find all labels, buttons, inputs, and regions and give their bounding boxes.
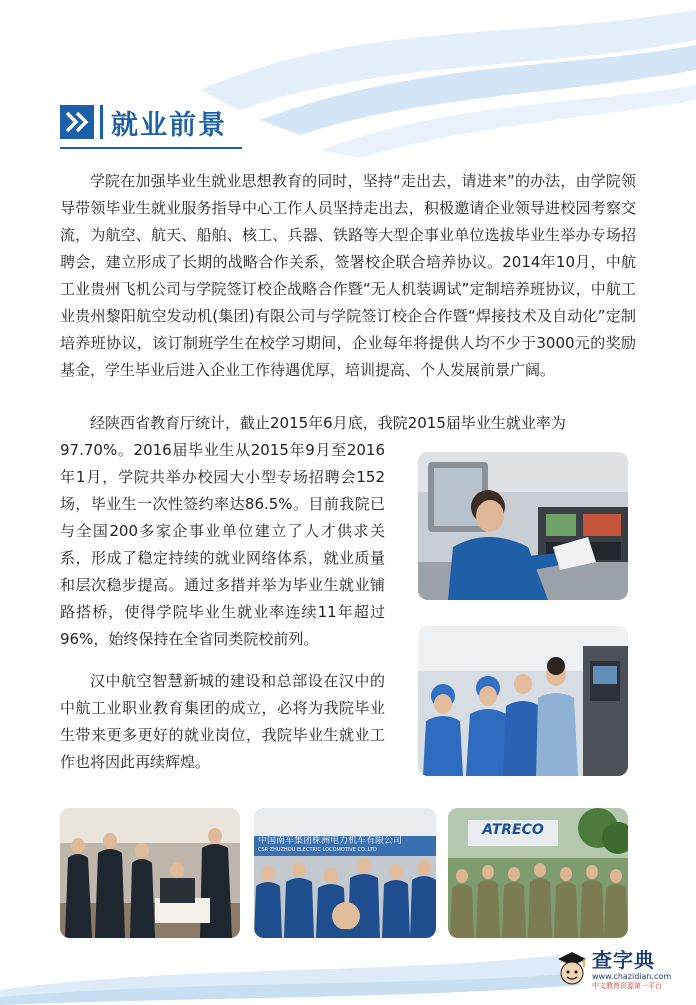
section-heading — [60, 100, 227, 144]
paragraph-1: 学院在加强毕业生就业思想教育的同时，坚持“走出去，请进来”的办法，由学院领导带领毕业生就业服务指导中心工作人员坚持走出去，积极邀请企业领导进校园考察交流，为航空、航天、船舶、核工、兵器、铁路等大型企事业单位选拔毕业生举办专场招聘会，建立形成了长期的战略合作关系，签署校企联合培养协议。2014年10月，中航工业贵州飞机公司与学院签订校企战略合作暨“无人机装调试”定制培养班协议，中航工业贵州黎阳航空发动机(集团)有限公司与学院签订校企合作暨“焊接技术及自动化”定制培养班协议，该订制班学生在校学习期间，企业每年将提供人均不少于3000元的奖励基金，学生毕业后进入企业工作待遇优厚，培训提高、个人发展前景广阔。 — [60, 172, 636, 379]
heading-divider — [100, 105, 103, 139]
heading-underline — [60, 147, 242, 149]
atreco-sign: ATRECO — [482, 822, 544, 838]
photo-group-csr-zhuzhou — [254, 808, 436, 938]
section-title: 就业前景 — [111, 109, 227, 141]
logo-text-block — [592, 948, 671, 991]
photo-banner-text: 中国南车集团株洲电力机车有限公司 CSR ZHUZHOU ELECTRIC LOCOMOTIVE CO.,LTD — [258, 836, 403, 853]
paragraph-2-first-line: 经陕西省教育厅统计，截止2015年6月底，我院2015届毕业生就业率为 — [90, 414, 566, 432]
paragraph-2-body: 97.70%。2016届毕业生从2015年9月至2016年1月，学院共举办校园大小型专场招聘会152场，毕业生一次性签约率达86.5%。目前我院已与全国200多家企事业单位建立了人才供求关系，形成了稳定持续的就业网络体系，就业质量和层次稳步提高。通过多措并举为毕业生就业铺路搭桥，使得学院毕业生就业率连续11年超过96%，始终保持在全省同类院校前列。 — [60, 441, 385, 648]
logo-url: www.chazidian.com — [592, 971, 672, 981]
paragraph-3: 汉中航空智慧新城的建设和总部设在汉中的中航工业职业教育集团的成立，必将为我院毕业生带来更多更好的就业岗位，我院毕业生就业工作也将因此再续辉煌。 — [60, 672, 385, 771]
photo-group-atreco — [448, 808, 628, 938]
mascot-icon — [556, 949, 588, 989]
logo-tagline: 中文教育资源第一平台 — [592, 981, 662, 990]
logo-name: 查字典 — [592, 947, 655, 972]
photo-student-at-console — [418, 452, 628, 600]
site-logo[interactable] — [556, 943, 682, 995]
photo-workers-at-machine — [418, 626, 628, 776]
double-chevron-right-icon — [60, 105, 94, 139]
photo-job-fair — [60, 808, 240, 938]
